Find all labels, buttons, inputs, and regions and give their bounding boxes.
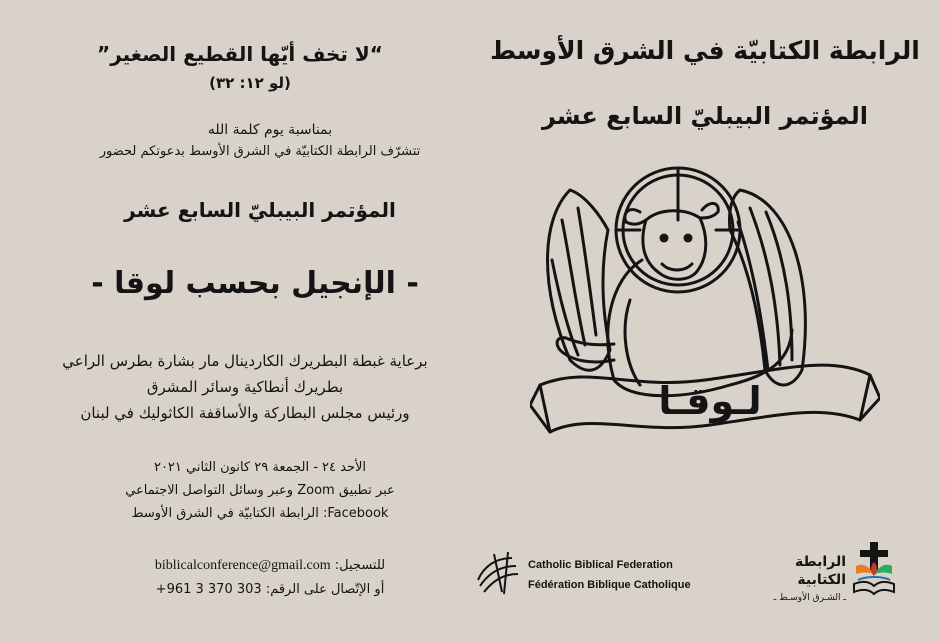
event-dates: الأحد ٢٤ - الجمعة ٢٩ كانون الثاني ٢٠٢١ — [153, 460, 367, 475]
patronage-line: برعاية غبطة البطريرك الكاردينال مار بشارة بطرس الراعي — [62, 352, 428, 370]
patronage-line: بطريرك أنطاكية وسائر المشرق — [146, 378, 344, 396]
event-platform: عبر تطبيق Zoom وعبر وسائل التواصل الاجتماعي — [125, 483, 395, 498]
biblical-league-subtitle: ـ الشـرق الأوسـط ـ — [773, 593, 846, 603]
registration-block — [120, 554, 420, 602]
organization-title: الرابطة الكتابيّة في الشرق الأوسط — [490, 36, 920, 65]
conference-title: المؤتمر البيبليّ السابع عشر — [124, 198, 396, 222]
occasion-line: بمناسبة يوم كلمة الله — [207, 122, 333, 138]
contact-phone[interactable]: +961 3 370 303 — [155, 582, 262, 597]
registration-label: للتسجيل: — [334, 558, 386, 573]
cbf-name-block — [528, 555, 691, 595]
ox-horn-icon — [625, 210, 646, 225]
contact-label: أو الإتّصال على الرقم: — [265, 582, 385, 597]
invitation-line: تتشرّف الرابطة الكتابيّة في الشرق الأوسط بدعوتكم لحضور — [99, 144, 421, 159]
contact-line — [120, 578, 420, 602]
registration-line — [120, 554, 420, 578]
scripture-quote: “لا تخف أيّها القطيع الصغير” — [97, 42, 383, 66]
biblical-league-name-block — [750, 553, 846, 607]
cbf-logo-icon — [472, 546, 524, 598]
event-details — [60, 456, 460, 525]
biblical-league-logo-icon — [850, 540, 898, 600]
banner-label: لـوقـا — [658, 379, 762, 423]
luke-ox-emblem — [530, 160, 880, 470]
cover-conference-title: المؤتمر البيبليّ السابع عشر — [541, 102, 868, 130]
patronage-line: ورئيس مجلس البطاركة والأساقفة الكاثوليك في لبنان — [80, 404, 410, 422]
cbf-name-en: Catholic Biblical Federation — [528, 559, 673, 571]
event-facebook: Facebook: الرابطة الكتابيّة في الشرق الأوسط — [131, 506, 389, 521]
registration-email[interactable]: biblicalconference@gmail.com — [154, 558, 331, 573]
patronage-block — [20, 348, 470, 426]
scripture-reference: (لو ١٢: ٣٢) — [209, 74, 291, 92]
biblical-league-name: الرابطة الكتابية — [795, 554, 846, 588]
cbf-name-fr: Fédération Biblique Catholique — [528, 579, 691, 591]
gospel-title: - الإنجيل بحسب لوقا - — [91, 266, 419, 301]
